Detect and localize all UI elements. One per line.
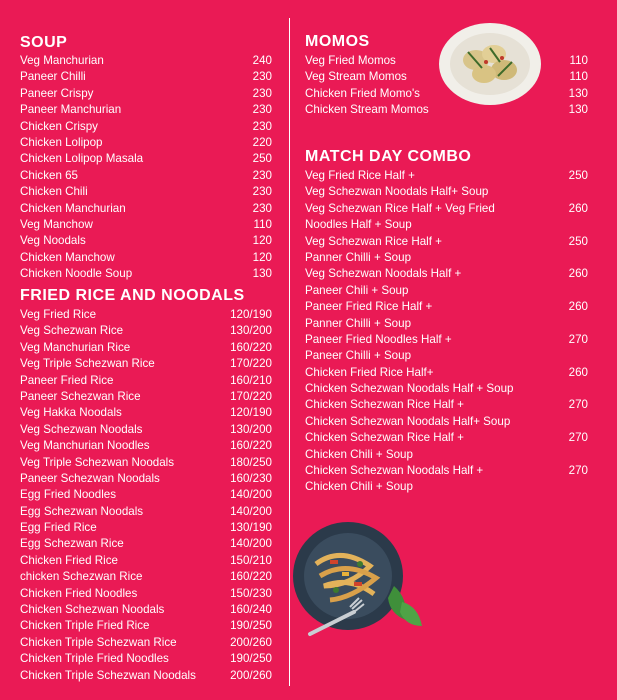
menu-item [305,234,588,250]
menu-item [20,356,272,372]
menu-item-price: 160/230 [230,471,272,485]
menu-item-name: Chicken Chili + Soup [305,447,413,461]
section-title-combo: MATCH DAY COMBO [305,148,472,165]
menu-item [20,119,272,135]
menu-item-price: 190/250 [230,619,272,633]
menu-item-name: Panner Chilli + Soup [305,250,412,264]
menu-item-name: Chicken Manchow [20,250,115,264]
menu-item-price: 160/240 [230,603,272,617]
menu-item-name: Paneer Fried Noodles Half + [305,332,452,346]
menu-item-price: 120/190 [230,406,272,420]
menu-item-price: 270 [568,332,588,346]
menu-item-name: Paneer Chili + Soup [305,283,409,297]
menu-item-name: Chicken Fried Noodles [20,586,138,600]
menu-item-name: Chicken Noodle Soup [20,267,133,281]
menu-item [305,414,588,430]
fried-rice-list [20,307,272,684]
menu-item-price: 110 [569,70,588,84]
menu-item [20,184,272,200]
menu-item-name: Chicken Chili [20,185,88,199]
menu-item-name: Egg Schezwan Rice [20,537,124,551]
menu-item-price: 120 [252,234,272,248]
menu-item-name: Veg Schezwan Noodals [20,422,143,436]
menu-item-name: Veg Triple Schezwan Noodals [20,455,175,469]
menu-item-price: 150/230 [230,586,272,600]
menu-item [305,168,588,184]
menu-item [305,184,588,200]
menu-item-name: Paneer Chilli + Soup [305,349,412,363]
menu-item [305,299,588,315]
menu-item-name: Veg Schezwan Rice Half + [305,234,442,248]
menu-item [20,168,272,184]
menu-item-name: Paneer Schezwan Noodals [20,471,160,485]
menu-item-name: Chicken Schezwan Noodals Half + [305,464,484,478]
menu-item-price: 270 [568,431,588,445]
menu-item [305,381,588,397]
soup-list [20,53,272,282]
menu-item-price: 160/220 [230,340,272,354]
menu-item-price: 230 [252,185,272,199]
menu-item-name: Veg Stream Momos [305,70,407,84]
menu-item-price: 230 [252,86,272,100]
menu-item-price: 120 [252,250,272,264]
menu-item-name: Chicken Schezwan Noodals [20,603,165,617]
section-title-momos: MOMOS [305,33,370,50]
menu-item [305,217,588,233]
menu-item-name: Veg Fried Momos [305,54,396,67]
menu-item-name: Chicken 65 [20,168,79,182]
menu-item-price: 250 [568,234,588,248]
menu-item-price: 130/200 [230,422,272,436]
menu-item [305,447,588,463]
menu-item-name: Veg Triple Schezwan Rice [20,357,155,371]
menu-item-price: 270 [568,464,588,478]
menu-item-name: Veg Fried Rice [20,308,97,321]
menu-item [20,455,272,471]
menu-item [20,233,272,249]
section-title-fried-rice: FRIED RICE AND NOODALS [20,287,245,304]
menu-item-name: chicken Schezwan Rice [20,570,143,584]
menu-item-price: 250 [568,169,588,182]
menu-item-price: 110 [253,217,272,231]
menu-item [20,618,272,634]
menu-item-name: Paneer Manchurian [20,103,122,117]
menu-item-name: Chicken Schezwan Noodals Half+ Soup [305,414,511,428]
menu-item-name: Veg Hakka Noodals [20,406,122,420]
menu-item-name: Veg Schezwan Noodals Half + [305,267,462,281]
menu-item-price: 110 [569,54,588,67]
menu-item [305,430,588,446]
menu-item [20,422,272,438]
menu-item [305,365,588,381]
menu-item-name: Chicken Stream Momos [305,103,429,117]
menu-item [305,397,588,413]
menu-item [305,348,588,364]
menu-item-price: 260 [568,365,588,379]
menu-item-price: 250 [252,152,272,166]
menu-item-name: Paneer Chilli [20,70,86,84]
menu-item-name: Egg Fried Rice [20,521,97,535]
menu-item-price: 220 [252,135,272,149]
menu-item-price: 170/220 [230,389,272,403]
menu-item [20,217,272,233]
menu-item [20,569,272,585]
menu-item [20,504,272,520]
menu-item [305,283,588,299]
menu-item [20,389,272,405]
menu-item-price: 130 [568,86,588,100]
menu-item-price: 200/260 [230,668,272,682]
menu-item-name: Chicken Triple Fried Noodles [20,652,169,666]
menu-item [20,668,272,684]
menu-item-price: 130/190 [230,521,272,535]
menu-item-name: Veg Fried Rice Half + [305,169,415,182]
menu-item [20,438,272,454]
menu-item-price: 230 [252,70,272,84]
noodles-plate-image [290,516,430,646]
menu-item-price: 170/220 [230,357,272,371]
menu-item-price: 120/190 [230,308,272,321]
menu-item [20,586,272,602]
menu-item-name: Egg Fried Noodles [20,488,117,502]
menu-item-name: Paneer Crispy [20,86,94,100]
menu-item [20,487,272,503]
menu-item-name: Paneer Fried Rice Half + [305,300,433,314]
menu-item-name: Chicken Fried Rice Half+ [305,365,434,379]
menu-item [20,307,272,323]
menu-item-price: 240 [252,54,272,67]
section-title-soup: SOUP [20,34,68,51]
menu-item [20,201,272,217]
menu-item [20,151,272,167]
menu-item-price: 140/200 [230,504,272,518]
menu-item [20,602,272,618]
combo-list [305,168,588,496]
menu-item [305,201,588,217]
menu-item-price: 160/220 [230,570,272,584]
menu-item-name: Chicken Schezwan Rice Half + [305,398,464,412]
menu-item [20,536,272,552]
menu-item-name: Paneer Schezwan Rice [20,389,141,403]
menu-item [20,135,272,151]
menu-item-price: 180/250 [230,455,272,469]
menu-item [20,340,272,356]
menu-item-name: Veg Manchow [20,217,93,231]
menu-item-price: 130 [568,103,588,117]
menu-item-name: Chicken Fried Momo's [305,86,420,100]
menu-item-name: Chicken Schezwan Rice Half + [305,431,464,445]
menu-item-price: 130 [252,267,272,281]
menu-item-name: Panner Chilli + Soup [305,316,412,330]
menu-item [20,69,272,85]
menu-item-price: 160/220 [230,439,272,453]
menu-item [20,53,272,69]
menu-item [305,266,588,282]
menu-item-price: 140/200 [230,488,272,502]
menu-item-name: Chicken Triple Fried Rice [20,619,150,633]
menu-item-price: 270 [568,398,588,412]
menu-item-price: 140/200 [230,537,272,551]
menu-item-price: 230 [252,201,272,215]
menu-item [20,553,272,569]
menu-item [305,332,588,348]
menu-item [20,373,272,389]
menu-item-name: Chicken Chili + Soup [305,480,413,494]
menu-item-name: Chicken Lolipop Masala [20,152,144,166]
menu-item-price: 200/260 [230,635,272,649]
menu-item-price: 260 [568,300,588,314]
menu-item-price: 150/210 [230,553,272,567]
menu-item-name: Veg Manchurian Rice [20,340,131,354]
momos-plate-image [438,22,542,106]
menu-item [305,316,588,332]
menu-item-name: Chicken Schezwan Noodals Half + Soup [305,382,514,396]
menu-item-name: Veg Noodals [20,234,86,248]
menu-item-price: 130/200 [230,324,272,338]
menu-item-price: 230 [252,119,272,133]
menu-item [20,102,272,118]
menu-item-name: Veg Schezwan Noodals Half+ Soup [305,185,489,199]
menu-item [20,323,272,339]
menu-item [20,651,272,667]
menu-item-name: Egg Schezwan Noodals [20,504,144,518]
menu-item-name: Veg Schezwan Rice Half + Veg Fried [305,201,495,215]
menu-item-name: Veg Manchurian Noodles [20,439,150,453]
menu-item-price: 260 [568,267,588,281]
menu-item-price: 260 [568,201,588,215]
menu-item-name: Chicken Crispy [20,119,98,133]
menu-item-name: Noodles Half + Soup [305,218,412,232]
menu-item-price: 230 [252,103,272,117]
menu-item [305,463,588,479]
menu-item-name: Chicken Triple Schezwan Noodals [20,668,196,682]
menu-item [20,405,272,421]
menu-item-name: Chicken Triple Schezwan Rice [20,635,177,649]
menu-item-name: Chicken Fried Rice [20,553,118,567]
menu-item [305,479,588,495]
menu-item [20,250,272,266]
menu-item-name: Chicken Lolipop [20,135,103,149]
menu-item-price: 160/210 [230,373,272,387]
menu-item-price: 230 [252,168,272,182]
menu-item-price: 190/250 [230,652,272,666]
menu-item-name: Chicken Manchurian [20,201,126,215]
menu-item [305,250,588,266]
menu-item-name: Paneer Fried Rice [20,373,114,387]
menu-item [20,86,272,102]
menu-item [20,520,272,536]
menu-item-name: Veg Schezwan Rice [20,324,124,338]
menu-item [20,635,272,651]
menu-item [20,471,272,487]
menu-item [20,266,272,282]
menu-item-name: Veg Manchurian [20,54,104,67]
